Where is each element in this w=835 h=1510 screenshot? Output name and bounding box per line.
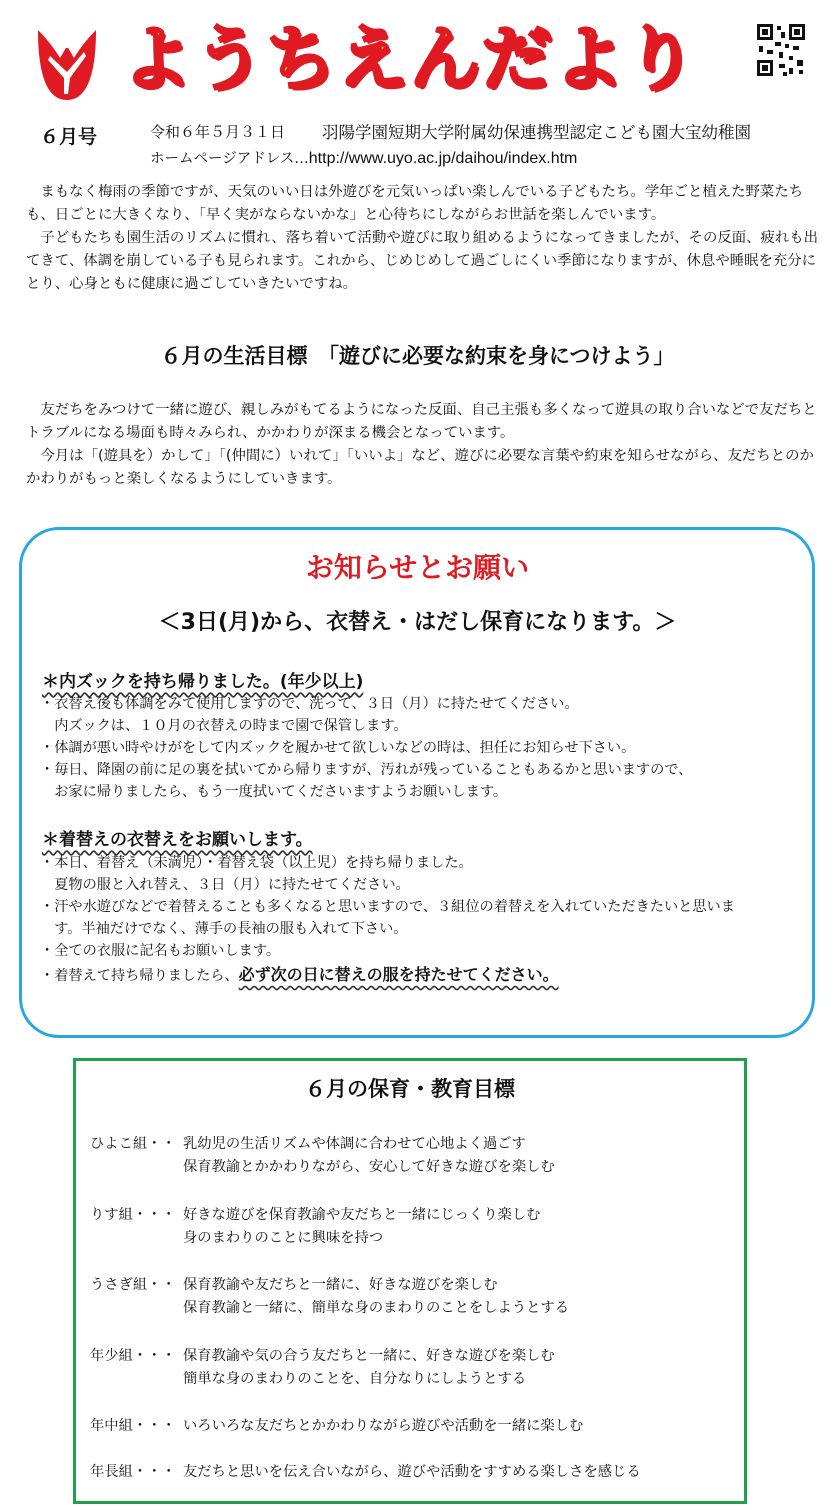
list-item bbox=[40, 964, 735, 987]
homepage-label: ホームページアドレス… bbox=[150, 151, 309, 167]
group-goal: 友だちと思いを伝え合いながら、遊びや活動をすすめる楽しさを感じる bbox=[183, 1464, 641, 1480]
list-item: ・全ての衣服に記名もお願いします。 bbox=[40, 943, 281, 959]
group-name: りす組・・・ bbox=[90, 1207, 176, 1223]
issue-label: ６月号 bbox=[40, 126, 98, 148]
homepage-url[interactable]: http://www.uyo.ac.jp/daihou/index.htm bbox=[308, 150, 578, 167]
life-goal-text bbox=[26, 399, 826, 491]
clothes-change-list bbox=[40, 852, 735, 987]
life-goal-paragraph: 今月は「(遊具を）かして」「(仲間に）いれて」「いいよ」など、遊びに必要な言葉や約束を知らせながら、友だちとのかかわりがもっと楽しくなるようにしていきます。 bbox=[26, 448, 814, 487]
group-nensho bbox=[90, 1345, 555, 1391]
notice-subtitle: ＜3日(月)から、衣替え・はだし保育になります。＞ bbox=[158, 610, 677, 635]
school-name: 羽陽学園短期大学附属幼保連携型認定こども園大宝幼稚園 bbox=[322, 123, 751, 142]
group-goal: 保育教諭や気の合う友だちと一緒に、好きな遊びを楽しむ bbox=[183, 1348, 555, 1364]
list-item: ・体調が悪い時やけがをして内ズックを履かせて欲しいなどの時は、担任にお知らせ下さい。 bbox=[40, 740, 636, 756]
group-name: 年少組・・・ bbox=[90, 1348, 176, 1364]
group-name: うさぎ組・・ bbox=[90, 1277, 176, 1293]
qr-code-icon bbox=[755, 22, 807, 78]
list-item: 夏物の服と入れ替え、３日（月）に持たせてください。 bbox=[40, 877, 410, 893]
issue-date: 令和６年５月３１日 bbox=[150, 123, 286, 141]
group-goal: 保育教諭とかかわりながら、安心して好きな遊びを楽しむ bbox=[183, 1159, 555, 1175]
list-item: ・汗や水遊びなどで着替えることも多くなると思いますので、３組位の着替えを入れていただきたいと思いま bbox=[40, 899, 735, 915]
group-nencho bbox=[90, 1461, 641, 1484]
intro-paragraph: まもなく梅雨の季節ですが、天気のいい日は外遊びを元気いっぱい楽しんでいる子どもたち。学年ごと植えた野菜たちも、日ごとに大きくなり、「早く実がならないかな」と心待ちにしながらお世話を楽しんでいます。 bbox=[26, 184, 804, 223]
group-goal: 保育教諭や友だちと一緒に、好きな遊びを楽しむ bbox=[183, 1277, 498, 1293]
list-item: ・本日、着替え（未満児）・着替え袋（以上児）を持ち帰りました。 bbox=[40, 855, 473, 871]
group-name: 年中組・・・ bbox=[90, 1418, 176, 1434]
life-goal-paragraph: 友だちをみつけて一緒に遊び、親しみがもてるようになった反面、自己主張も多くなって遊具の取り合いなどで友だちとトラブルになる場面も時々みられ、かかわりが深まる機会となっています。 bbox=[26, 402, 817, 441]
group-goal: いろいろな友だちとかかわりながら遊びや活動を一緒に楽しむ bbox=[183, 1418, 584, 1434]
indoor-shoes-list bbox=[40, 693, 692, 803]
group-goal: 身のまわりのことに興味を持つ bbox=[183, 1230, 384, 1246]
group-goal: 簡単な身のまわりのことを、自分なりにしようとする bbox=[183, 1371, 527, 1387]
indoor-shoes-heading: ＊内ズックを持ち帰りました。(年少以上) bbox=[42, 672, 364, 692]
last-item-emphasis: 必ず次の日に替えの服を持たせてください。 bbox=[238, 965, 559, 984]
education-goals-title: ６月の保育・教育目標 bbox=[305, 1077, 515, 1101]
school-logo-icon bbox=[34, 22, 100, 102]
intro-text bbox=[26, 181, 826, 296]
notice-title: お知らせとお願い bbox=[305, 551, 530, 584]
clothes-change-heading: ＊着替えの衣替えをお願いします。 bbox=[42, 830, 313, 850]
list-item: ・衣替え後も体調をみて使用しますので、洗って、３日（月）に持たせてください。 bbox=[40, 696, 579, 712]
life-goal-title: ６月の生活目標 「遊びに必要な約束を身につけよう」 bbox=[160, 344, 675, 368]
intro-paragraph: 子どもたちも園生活のリズムに慣れ、落ち着いて活動や遊びに取り組めるようになってきましたが、その反面、疲れも出てきて、体調を崩している子も見られます。これから、じめじめして過ごしにくい季節になりますが、休息や睡眠を充分にとり、心身ともに健康に過ごしていきたいですね。 bbox=[26, 230, 819, 292]
group-usagi bbox=[90, 1274, 569, 1320]
homepage-line bbox=[150, 147, 577, 168]
list-item: ・毎日、降園の前に足の裏を拭いてから帰りますが、汚れが残っていることもあるかと思いますので、 bbox=[40, 762, 693, 778]
last-item-prefix: ・着替えて持ち帰りましたら、 bbox=[40, 968, 239, 984]
group-goal: 好きな遊びを保育教諭や友だちと一緒にじっくり楽しむ bbox=[183, 1207, 541, 1223]
group-hiyoko bbox=[90, 1133, 555, 1179]
newsletter-title: ようちえんだより bbox=[122, 18, 698, 100]
group-name: 年長組・・・ bbox=[90, 1464, 176, 1480]
list-item: 内ズックは、１０月の衣替えの時まで園で保管します。 bbox=[40, 718, 408, 734]
group-risu bbox=[90, 1204, 540, 1250]
group-goal: 乳幼児の生活リズムや体調に合わせて心地よく過ごす bbox=[183, 1136, 526, 1152]
list-item: お家に帰りましたら、もう一度拭いてくださいますようお願いします。 bbox=[40, 784, 508, 800]
group-nenchu bbox=[90, 1415, 583, 1438]
list-item: す。半袖だけでなく、薄手の長袖の服も入れて下さい。 bbox=[40, 921, 408, 937]
group-goal: 保育教諭と一緒に、簡単な身のまわりのことをしようとする bbox=[183, 1300, 570, 1316]
group-name: ひよこ組・・ bbox=[90, 1136, 176, 1152]
